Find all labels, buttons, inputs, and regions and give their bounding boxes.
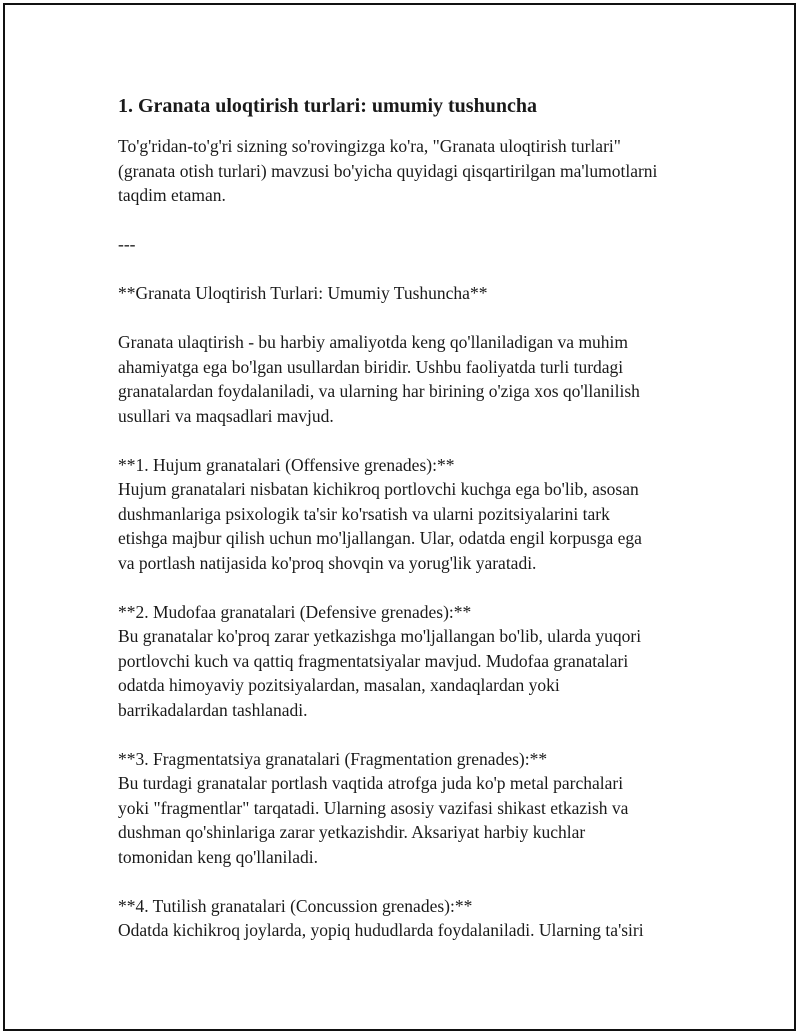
section-fragmentation-grenades (118, 747, 708, 870)
section-title: **2. Mudofaa granatalari (Defensive grenades):** (118, 601, 472, 622)
overview-line: usullari va maqsadlari mavjud. (118, 405, 334, 426)
section-line: Hujum granatalari nisbatan kichikroq portlovchi kuchga ega bo'lib, asosan (118, 479, 639, 499)
overview-paragraph (118, 330, 708, 428)
overview-line: ahamiyatga ega bo'lgan usullardan biridir. Ushbu faoliyatda turli turdagi (118, 356, 624, 377)
section-title: **1. Hujum granatalari (Offensive grenades):** (118, 454, 455, 475)
section-line: dushmanlariga psixologik ta'sir ko'rsatish va ularni pozitsiyalarini tark (118, 503, 610, 524)
section-title: **4. Tutilish granatalari (Concussion grenades):** (118, 895, 473, 916)
section-line: portlovchi kuch va qattiq fragmentatsiyalar mavjud. Mudofaa granatalari (118, 650, 629, 671)
separator: --- (118, 234, 136, 254)
section-line: etishga majbur qilish uchun mo'ljallangan. Ular, odatda engil korpusga ega (118, 528, 642, 548)
section-line: odatda himoyaviy pozitsiyalardan, masalan, xandaqlardan yoki (118, 675, 560, 695)
overview-line: Granata ulaqtirish - bu harbiy amaliyotda keng qo'llaniladigan va muhim (118, 332, 629, 352)
section-line: yoki "fragmentlar" tarqatadi. Ularning asosiy vazifasi shikast etkazish va (118, 797, 629, 818)
section-line: tomonidan keng qo'llaniladi. (118, 846, 318, 867)
section-offensive-grenades (118, 453, 708, 576)
intro-paragraph (118, 134, 708, 208)
intro-line: To'g'ridan-to'g'ri sizning so'rovingizga ko'ra, "Granata uloqtirish turlari" (118, 136, 621, 156)
document-subtitle: **Granata Uloqtirish Turlari: Umumiy Tushuncha** (118, 283, 488, 303)
intro-line: taqdim etaman. (118, 185, 226, 205)
intro-line: (granata otish turlari) mavzusi bo'yicha quyidagi qisqartirilgan ma'lumotlarni (118, 160, 658, 181)
section-defensive-grenades (118, 600, 708, 723)
section-title: **3. Fragmentatsiya granatalari (Fragmentation grenades):** (118, 748, 548, 769)
section-line: dushman qo'shinlariga zarar yetkazishdir. Aksariyat harbiy kuchlar (118, 822, 586, 842)
section-line: Bu turdagi granatalar portlash vaqtida atrofga juda ko'p metal parchalari (118, 773, 624, 793)
section-concussion-grenades (118, 894, 708, 943)
document-heading: 1. Granata uloqtirish turlari: umumiy tushuncha (118, 95, 537, 117)
section-line: Odatda kichikroq joylarda, yopiq hududlarda foydalaniladi. Ularning ta'siri (118, 920, 644, 940)
section-line: Bu granatalar ko'proq zarar yetkazishga mo'ljallangan bo'lib, ularda yuqori (118, 626, 642, 646)
section-line: va portlash natijasida ko'proq shovqin va yorug'lik yaratadi. (118, 552, 537, 573)
document-body (118, 92, 708, 943)
section-line: barrikadalardan tashlanadi. (118, 699, 308, 720)
overview-line: granatalardan foydalaniladi, va ularning har birining o'ziga xos qo'llanilish (118, 381, 640, 401)
